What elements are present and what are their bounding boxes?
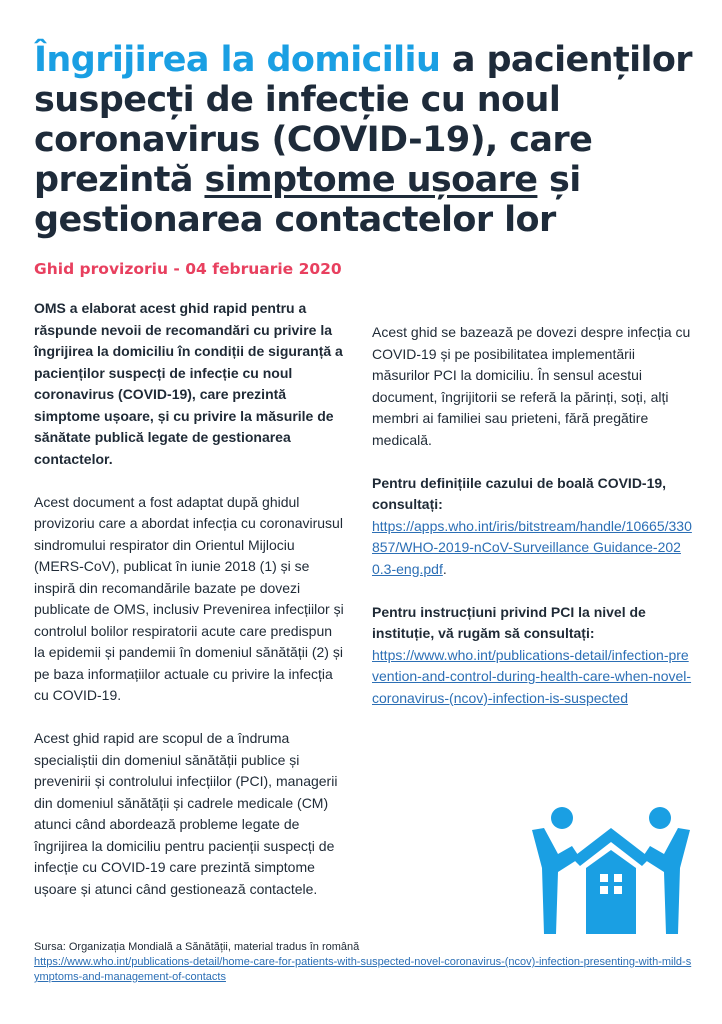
pci-label: Pentru instrucțiuni privind PCI la nivel de instituție, vă rugăm să consultați:: [372, 603, 646, 641]
pci-link[interactable]: https://www.who.int/publications-detail/infection-prevention-and-control-during-health-care-when-novel-coronavirus-(ncov)-infection-is-suspected: [372, 646, 692, 706]
case-definition-block: [372, 473, 692, 581]
adaptation-paragraph: Acest document a fost adaptat după ghidul provizoriu care a abordat infecția cu coronavirusul sindromului respirator din Orientul Mijlociu (MERS-CoV), publicat în iunie 2018 (1) și se inspiră din recomandările bazate pe dovezi publicate de OMS, inclusiv Prevenirea infecțiilor și controlul bolilor respiratorii acute care predispun la epidemii și pandemii în domeniul sănătății (2) și pe baza informațiilor actuale cu privire la infecția cu COVID-19.: [34, 493, 344, 703]
purpose-paragraph: Acest ghid rapid are scopul de a îndruma specialiștii din domeniul sănătății publice și prevenirii și controlului infecțiilor (PCI), managerii din domeniul sănătății și cadrele medicale (CM) atunci când abordează probleme legate de îngrijirea la domiciliu pentru pacienții suspecți de infecție cu COVID-19 care prezintă simptome ușoare și atunci când gestionează contactele.: [34, 730, 338, 897]
left-column: [34, 298, 344, 922]
pci-block: [372, 602, 692, 710]
title-part1: a pacienților suspecți de infecție cu noul coronavirus (COVID-19), care prezintă: [34, 40, 692, 200]
house-family-icon: [528, 806, 694, 936]
evidence-paragraph: Acest ghid se bazează pe dovezi despre infecția cu COVID-19 și pe posibilitatea implementării măsurilor PCI la domiciliu. În sensul acestui document, îngrijitorii se referă la părinți, soți, alți membri ai familiei sau prieteni, fără pregătire medicală.: [372, 324, 691, 448]
case-definition-suffix: .: [442, 560, 447, 577]
title-underlined: simptome ușoare: [204, 160, 538, 200]
right-column: [372, 322, 692, 731]
footer: [34, 940, 694, 985]
intro-paragraph: OMS a elaborat acest ghid rapid pentru a răspunde nevoii de recomandări cu privire la îngrijirea la domiciliu în condiții de siguranță a pacienților suspecți de infecție cu noul coronavirus (COVID-19), care prezintă simptome ușoare, și cu privire la măsurile de sănătate publică legate de gestionarea contactelor.: [34, 300, 343, 467]
title-highlight: Îngrijirea la domiciliu: [34, 40, 441, 80]
title-part2: și gestionarea contactelor lor: [34, 160, 581, 240]
subtitle: Ghid provizoriu - 04 februarie 2020: [34, 260, 342, 278]
footer-link[interactable]: https://www.who.int/publications-detail/home-care-for-patients-with-suspected-novel-coronavirus-(ncov)-infection-presenting-with-mild-symptoms-and-management-of-contacts: [34, 956, 692, 983]
case-definition-link[interactable]: https://apps.who.int/iris/bitstream/handle/10665/330857/WHO-2019-nCoV-Surveillance Guidance-2020.3-eng.pdf: [372, 517, 692, 577]
case-definition-link-wrap: [372, 516, 692, 581]
case-definition-label: Pentru definițiile cazului de boală COVID-19, consultați:: [372, 474, 667, 512]
page-title: [34, 40, 694, 240]
footer-source: Sursa: Organizația Mondială a Sănătății, material tradus în română: [34, 941, 360, 953]
